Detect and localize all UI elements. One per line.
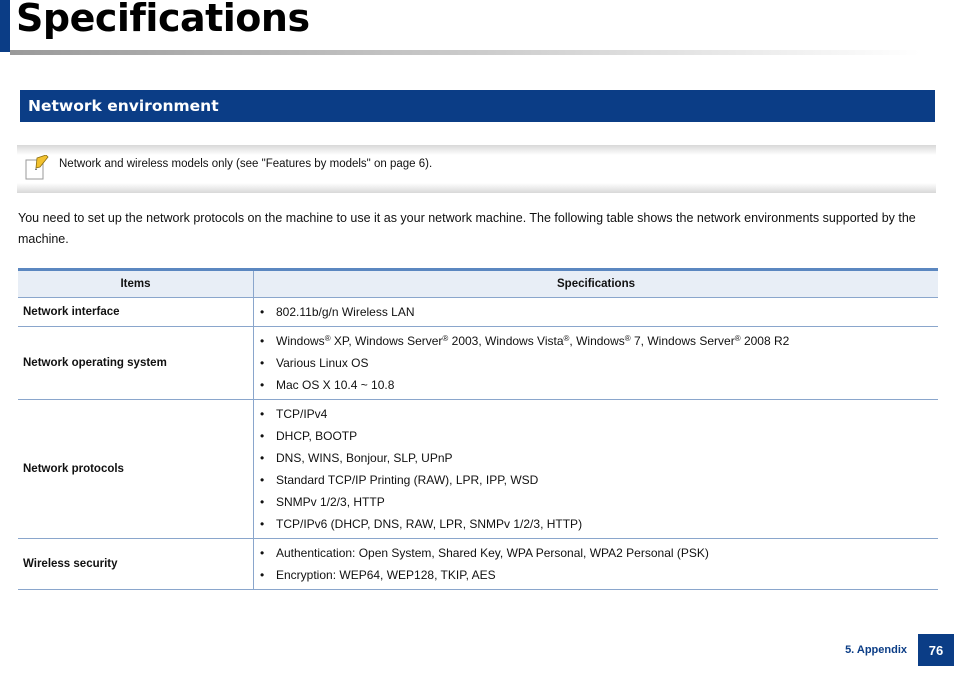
spec-text: TCP/IPv6 (DHCP, DNS, RAW, LPR, SNMPv 1/2/3, HTTP) (276, 517, 583, 531)
bullet-icon: • (260, 378, 265, 392)
spec-text: Mac OS X 10.4 ~ 10.8 (276, 378, 395, 392)
row-item-label: Network protocols (18, 400, 254, 539)
list-item (260, 491, 938, 513)
note-pencil-icon (25, 155, 49, 181)
spec-text-part: 7, Windows Server (630, 334, 735, 348)
spec-text: TCP/IPv4 (276, 407, 328, 421)
spec-text-part: XP, Windows Server (330, 334, 443, 348)
spec-list (254, 400, 938, 538)
spec-text-part: , Windows (569, 334, 625, 348)
registered-mark: ® (442, 334, 449, 343)
table-row (18, 539, 938, 590)
spec-text-part: 2003, Windows Vista (448, 334, 564, 348)
row-spec-cell (254, 539, 939, 590)
row-item-label: Network interface (18, 298, 254, 327)
page-number: 76 (918, 634, 954, 666)
column-header-items: Items (18, 270, 254, 298)
section-header (20, 90, 935, 122)
spec-text: Encryption: WEP64, WEP128, TKIP, AES (276, 568, 496, 582)
title-divider (10, 50, 920, 55)
bullet-icon: • (260, 495, 265, 509)
row-spec-cell (254, 400, 939, 539)
section-title: Network environment (28, 97, 219, 115)
spec-list (254, 539, 938, 589)
row-item-label: Wireless security (18, 539, 254, 590)
page-title: Specifications (16, 0, 310, 40)
list-item (260, 330, 938, 352)
network-spec-table (18, 268, 938, 590)
spec-text-part: Windows (276, 334, 325, 348)
bullet-icon: • (260, 473, 265, 487)
spec-list (254, 298, 938, 326)
table-row (18, 298, 938, 327)
spec-text: Various Linux OS (276, 356, 369, 370)
spec-text: SNMPv 1/2/3, HTTP (276, 495, 385, 509)
list-item (260, 447, 938, 469)
list-item (260, 564, 938, 586)
registered-mark: ® (734, 334, 741, 343)
intro-paragraph: You need to set up the network protocols on the machine to use it as your network machine. The following table shows the network environments supported by the machine. (18, 211, 916, 246)
spec-text: DNS, WINS, Bonjour, SLP, UPnP (276, 451, 453, 465)
table-row (18, 400, 938, 539)
bullet-icon: • (260, 568, 265, 582)
list-item (260, 374, 938, 396)
note-text: Network and wireless models only (see "Features by models" on page 6). (59, 158, 433, 170)
bullet-icon: • (260, 305, 265, 319)
bullet-icon: • (260, 334, 265, 348)
bullet-icon: • (260, 517, 265, 531)
bullet-icon: • (260, 429, 265, 443)
registered-mark: ® (563, 334, 570, 343)
list-item (260, 542, 938, 564)
registered-mark: ® (324, 334, 331, 343)
footer-section-label: 5. Appendix (845, 644, 907, 656)
row-spec-cell (254, 327, 939, 400)
row-spec-cell (254, 298, 939, 327)
spec-text-part: 2008 R2 (740, 334, 790, 348)
column-header-specifications: Specifications (254, 270, 939, 298)
header-accent-bar (0, 0, 10, 52)
spec-list (254, 327, 938, 399)
note-box (17, 145, 936, 193)
spec-text: Authentication: Open System, Shared Key, WPA Personal, WPA2 Personal (PSK) (276, 546, 709, 560)
bullet-icon: • (260, 546, 265, 560)
table-row (18, 327, 938, 400)
list-item (260, 352, 938, 374)
list-item (260, 301, 938, 323)
list-item (260, 425, 938, 447)
spec-text: Standard TCP/IP Printing (RAW), LPR, IPP, WSD (276, 473, 539, 487)
list-item (260, 403, 938, 425)
bullet-icon: • (260, 407, 265, 421)
bullet-icon: • (260, 356, 265, 370)
row-item-label: Network operating system (18, 327, 254, 400)
spec-text: 802.11b/g/n Wireless LAN (276, 305, 415, 319)
list-item (260, 513, 938, 535)
registered-mark: ® (624, 334, 631, 343)
spec-text: DHCP, BOOTP (276, 429, 358, 443)
table-header-row (18, 270, 938, 298)
list-item (260, 469, 938, 491)
bullet-icon: • (260, 451, 265, 465)
